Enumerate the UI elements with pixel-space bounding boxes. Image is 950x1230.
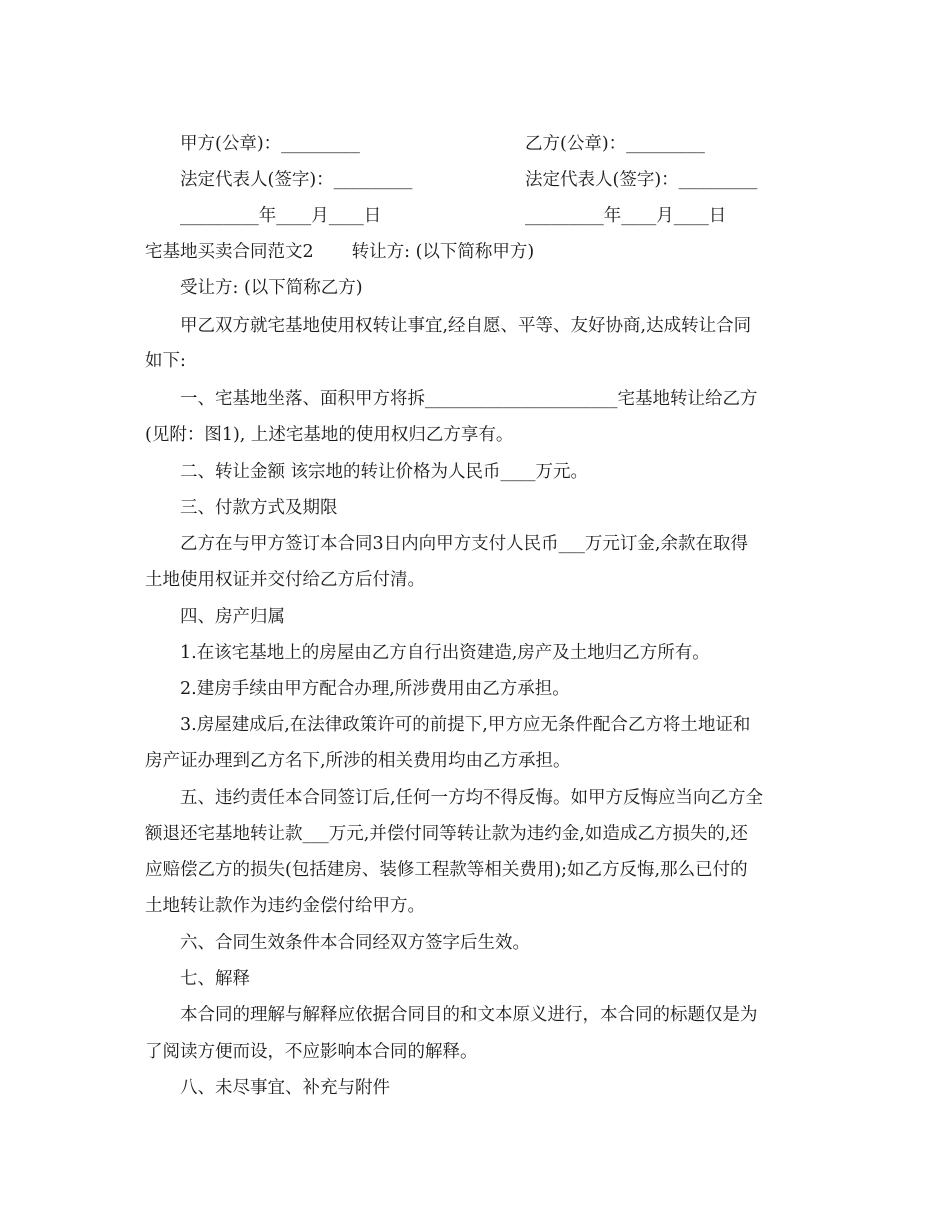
section-1-line-1: 一、宅基地坐落、面积甲方将拆______________________宅基地转让给乙方 bbox=[180, 389, 758, 409]
intro-paragraph-line-1: 甲乙双方就宅基地使用权转让事宜,经自愿、平等、友好协商,达成转让合同 bbox=[180, 316, 752, 336]
section-7-line-2: 了阅读方便而设，不应影响本合同的解释。 bbox=[145, 1042, 478, 1062]
section-4-item-1: 1.在该宅基地上的房屋由乙方自行出资建造,房产及土地归乙方所有。 bbox=[180, 643, 710, 663]
party-b-date-line: _________年____月____日 bbox=[525, 206, 727, 226]
section-2-line: 二、转让金额 该宗地的转让价格为人民币____万元。 bbox=[180, 462, 589, 482]
section-3-heading: 三、付款方式及期限 bbox=[180, 498, 338, 518]
intro-paragraph-line-2: 如下: bbox=[145, 351, 186, 371]
transferor-text: 转让方: (以下简称甲方) bbox=[351, 242, 535, 262]
party-b-seal-line: 乙方(公章)：_________ bbox=[525, 134, 705, 154]
sample-title-line bbox=[145, 240, 534, 264]
section-8-heading: 八、未尽事宜、补充与附件 bbox=[180, 1078, 390, 1098]
section-1-line-2: (见附：图1), 上述宅基地的使用权归乙方享有。 bbox=[145, 425, 514, 445]
party-a-representative-line: 法定代表人(签字)：_________ bbox=[180, 170, 413, 190]
section-6-line: 六、合同生效条件本合同经双方签字后生效。 bbox=[180, 933, 530, 953]
party-a-date-line: _________年____月____日 bbox=[180, 206, 382, 226]
section-5-line-3: 应赔偿乙方的损失(包括建房、装修工程款等相关费用);如乙方反悔,那么已付的 bbox=[145, 860, 748, 880]
party-b-representative-line: 法定代表人(签字)：_________ bbox=[525, 170, 758, 190]
section-5-line-4: 土地转让款作为违约金偿付给甲方。 bbox=[145, 896, 425, 916]
section-7-heading: 七、解释 bbox=[180, 969, 250, 989]
transferee-line: 受让方: (以下简称乙方) bbox=[180, 278, 363, 298]
party-a-seal-line: 甲方(公章)：_________ bbox=[180, 134, 360, 154]
section-3-line-2: 土地使用权证并交付给乙方后付清。 bbox=[145, 570, 425, 590]
section-5-line-1: 五、违约责任本合同签订后,任何一方均不得反悔。如甲方反悔应当向乙方全 bbox=[180, 788, 764, 808]
section-3-line-1: 乙方在与甲方签订本合同3日内向甲方支付人民币___万元订金,余款在取得 bbox=[180, 534, 748, 554]
section-4-item-2: 2.建房手续由甲方配合办理,所涉费用由乙方承担。 bbox=[180, 679, 570, 699]
section-4-item-3-line-1: 3.房屋建成后,在法律政策许可的前提下,甲方应无条件配合乙方将土地证和 bbox=[180, 715, 751, 735]
section-5-line-2: 额退还宅基地转让款___万元,并偿付同等转让款为违约金,如造成乙方损失的,还 bbox=[145, 824, 748, 844]
sample-title: 宅基地买卖合同范文2 bbox=[145, 242, 314, 262]
section-7-line-1: 本合同的理解与解释应依据合同目的和文本原义进行，本合同的标题仅是为 bbox=[180, 1005, 758, 1025]
section-4-item-3-line-2: 房产证办理到乙方名下,所涉的相关费用均由乙方承担。 bbox=[145, 751, 571, 771]
section-4-heading: 四、房产归属 bbox=[180, 607, 285, 627]
